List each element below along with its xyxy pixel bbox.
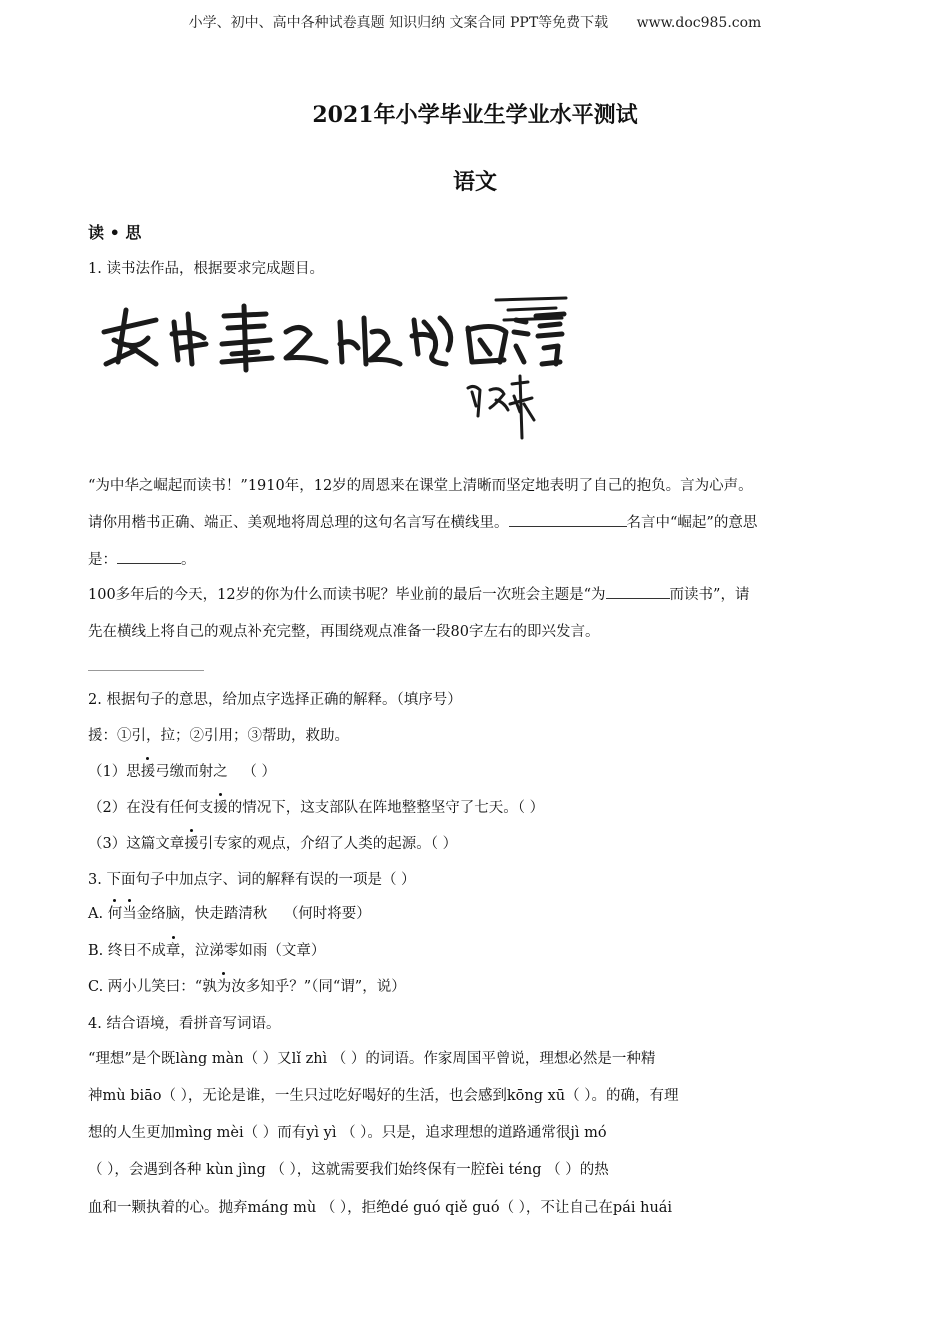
q1-answer-blank-2[interactable] — [117, 549, 181, 564]
q1-stem: 1. 读书法作品，根据要求完成题目。 — [88, 261, 324, 277]
q2-s2-dotted-char: 援 — [213, 796, 228, 817]
divider-line — [88, 670, 204, 671]
q1-paragraph-3 — [88, 548, 196, 569]
q1-answer-blank-3[interactable] — [606, 584, 670, 599]
q1-paragraph-5: 先在横线上将自己的观点补充完整，再围绕观点准备一段80字左右的即兴发言。 — [88, 624, 600, 640]
q2-sentence-1 — [88, 760, 276, 781]
q2-s3-answer[interactable]: （ ） — [430, 836, 458, 852]
q4-line-3: 想的人生更加mìng mèi（ ）而有yì yì （ ）。只是，追求理想的道路通常很jì mó — [88, 1125, 607, 1141]
exam-title: 2021年小学毕业生学业水平测试 — [312, 102, 638, 128]
q3-option-a[interactable] — [88, 902, 371, 923]
q2-s2-text: （2）在没有任何支 — [88, 800, 214, 816]
q3-option-c[interactable] — [88, 975, 406, 996]
exam-subject: 语文 — [452, 169, 497, 195]
q2-s1-text-b: 弓缴而射之 — [155, 764, 228, 780]
q1-p4-text-b: 而读书”，请 — [669, 587, 750, 603]
q2-s3-text-b: 引专家的观点，介绍了人类的起源。 — [198, 836, 431, 852]
section-heading: 读 • 思 — [88, 223, 142, 242]
q3-stem: 3. 下面句子中加点字、词的解释有误的一项是（ ） — [88, 872, 416, 888]
page-header — [0, 12, 950, 32]
q3-a-note: （何时将要） — [283, 906, 371, 922]
q2-s3-dotted-char: 援 — [184, 832, 199, 853]
q2-sentence-2 — [88, 796, 544, 817]
q3-a-label: A. — [88, 906, 108, 922]
q2-s1-answer[interactable]: （ ） — [242, 764, 276, 780]
q2-stem: 2. 根据句子的意思，给加点字选择正确的解释。（填序号） — [88, 692, 462, 708]
q3-c-text-b: 汝多知乎？”（同“谓”，说） — [231, 979, 406, 995]
q2-definition: 援：①引，拉；②引用；③帮助，救助。 — [88, 728, 349, 744]
q1-answer-blank-1[interactable] — [509, 512, 627, 527]
q3-a-dotted-char-1: 何 — [108, 902, 123, 923]
header-text: 小学、初中、高中各种试卷真题 知识归纳 文案合同 PPT等免费下载 — [188, 15, 609, 31]
q2-s3-text: （3）这篇文章 — [88, 836, 185, 852]
q3-c-text: C. 两小儿笑曰：“孰 — [88, 979, 217, 995]
header-url[interactable]: www.doc985.com — [636, 15, 762, 31]
q4-line-2: 神mù biāo（ ），无论是谁，一生只过吃好喝好的生活，也会感到kōng xū（ ）。的确，有理 — [88, 1088, 679, 1104]
q3-c-dotted-char: 为 — [217, 975, 232, 996]
q1-p3-end: 。 — [181, 552, 196, 568]
q2-s2-answer[interactable]: （ ） — [517, 800, 545, 816]
q4-stem: 4. 结合语境，看拼音写词语。 — [88, 1016, 281, 1032]
q1-p3-text: 是： — [88, 552, 117, 568]
q3-b-text: B. 终日不成 — [88, 943, 166, 959]
q4-line-4: （ ），会遇到各种 kùn jìng （ ），这就需要我们始终保有一腔fèi téng （ ）的热 — [88, 1162, 609, 1178]
q4-line-5: 血和一颗执着的心。抛弃máng mù （ ），拒绝dé guó qiě guó（ ），不让自己在pái huái — [88, 1200, 673, 1216]
q2-s1-dotted-char: 援 — [141, 760, 156, 781]
q2-sentence-3 — [88, 832, 457, 853]
q3-a-text: 金络脑，快走踏清秋 — [136, 906, 268, 922]
q1-p2-text-b: 名言中“崛起”的意思 — [626, 515, 758, 531]
q1-paragraph-4 — [88, 583, 749, 604]
q3-a-dotted-char-2: 当 — [122, 902, 137, 923]
q4-line-1: “理想”是个既làng màn（ ）又lǐ zhì （ ）的词语。作家周国平曾说，理想必然是一种精 — [88, 1051, 656, 1067]
q2-s2-text-b: 的情况下，这支部队在阵地整整坚守了七天。 — [227, 800, 518, 816]
q1-p4-text: 100多年后的今天，12岁的你为什么而读书呢？毕业前的最后一次班会主题是“为 — [88, 587, 606, 603]
q3-b-text-b: ，泣涕零如雨（文章） — [180, 943, 326, 959]
q2-s1-text: （1）思 — [88, 764, 141, 780]
q1-paragraph-2 — [88, 511, 757, 532]
q3-option-b[interactable] — [88, 939, 325, 960]
q3-b-dotted-char: 章 — [166, 939, 181, 960]
q1-paragraph-1: “为中华之崛起而读书！”1910年，12岁的周恩来在课堂上清晰而坚定地表明了自己的抱负。言为心声。 — [88, 478, 753, 494]
q1-p2-text: 请你用楷书正确、端正、美观地将周总理的这句名言写在横线里。 — [88, 515, 509, 531]
calligraphy-image — [96, 292, 576, 442]
